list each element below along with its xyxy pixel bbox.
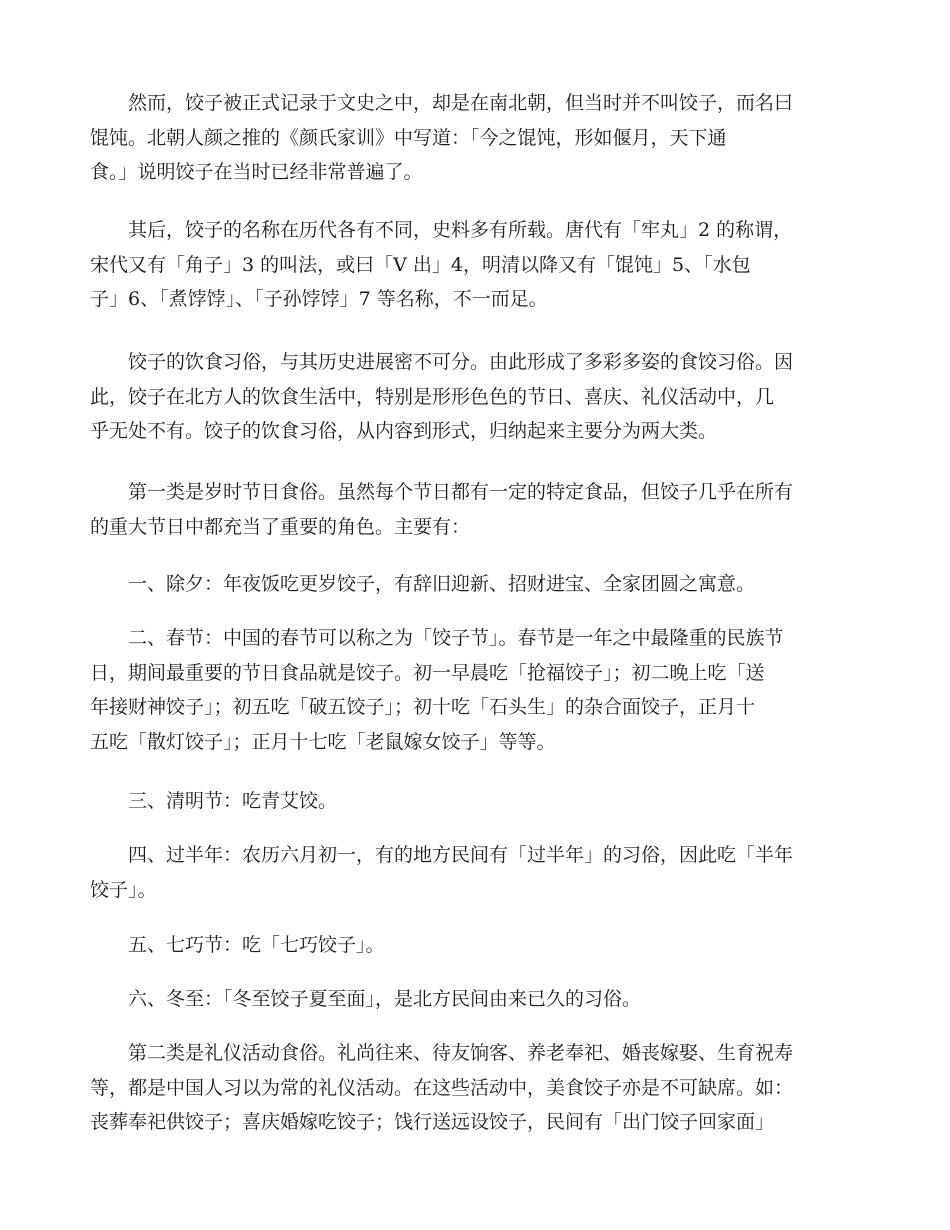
text-line: 第一类是岁时节日食俗。虽然每个节日都有一定的特定食品，但饺子几乎在所有 (128, 481, 794, 503)
text-line: 饺子」。 (90, 878, 157, 901)
paragraph-item-half-year (90, 838, 865, 907)
paragraph-item-qingming (90, 784, 865, 819)
text-line: 第二类是礼仪活动食俗。礼尚往来、待友饷客、养老奉祀、婚丧嫁娶、生育祝寿 (128, 1042, 794, 1064)
text-line: 的重大节日中都充当了重要的角色。主要有： (90, 515, 471, 538)
text-line: 一、除夕：年夜饭吃更岁饺子，有辞旧迎新、招财进宝、全家团圆之寓意。 (128, 573, 756, 595)
text-line: 此，饺子在北方人的饮食生活中，特别是形形色色的节日、喜庆、礼仪活动中，几 (90, 385, 775, 408)
text-line: 宋代又有「角子」3 的叫法，或曰「V 出」4，明清以降又有「馄饨」5、「水包 (90, 253, 751, 276)
paragraph-historical-names (90, 213, 865, 317)
paragraph-item-new-years-eve (90, 567, 865, 602)
paragraph-eating-customs (90, 345, 865, 449)
text-line: 子」6、「煮饽饽」、「子孙饽饽」7 等名称，不一而足。 (90, 288, 548, 310)
text-line: 二、春节：中国的春节可以称之为「饺子节」。春节是一年之中最隆重的民族节 (128, 627, 784, 649)
text-line: 等，都是中国人习以为常的礼仪活动。在这些活动中，美食饺子亦是不可缺席。如： (90, 1076, 794, 1099)
paragraph-festival-category (90, 475, 865, 544)
text-line: 丧葬奉祀供饺子；喜庆婚嫁吃饺子；饯行送远设饺子，民间有「出门饺子回家面」 (90, 1111, 775, 1133)
text-line: 六、冬至：「冬至饺子夏至面」，是北方民间由来已久的习俗。 (128, 988, 642, 1010)
text-line: 其后，饺子的名称在历代各有不同，史料多有所载。唐代有「牢丸」2 的称谓， (128, 219, 793, 241)
paragraph-item-qiqiao (90, 928, 865, 963)
text-line: 饺子的饮食习俗，与其历史进展密不可分。由此形成了多彩多姿的食饺习俗。因 (128, 351, 794, 373)
text-line: 五吃「散灯饺子」；正月十七吃「老鼠嫁女饺子」等等。 (90, 730, 556, 753)
paragraph-item-spring-festival (90, 621, 865, 759)
text-line: 食。」说明饺子在当时已经非常普遍了。 (90, 161, 423, 183)
paragraph-ritual-category (90, 1036, 865, 1140)
text-line: 四、过半年：农历六月初一，有的地方民间有「过半年」的习俗，因此吃「半年 (128, 844, 794, 866)
text-line: 五、七巧节：吃「七巧饺子」。 (128, 934, 385, 956)
text-line: 馄饨。北朝人颜之推的《颜氏家训》中写道：「今之馄饨，形如偃月，天下通 (90, 126, 727, 149)
text-line: 然而，饺子被正式记录于文史之中，却是在南北朝，但当时并不叫饺子，而名曰 (128, 92, 794, 114)
paragraph-nanbeichao-record (90, 86, 865, 190)
paragraph-item-winter-solstice (90, 982, 865, 1017)
text-line: 日，期间最重要的节日食品就是饺子。初一早晨吃「抢福饺子」；初二晚上吃「送 (90, 661, 765, 684)
text-line: 年接财神饺子」；初五吃「破五饺子」；初十吃「石头生」的杂合面饺子，正月十 (90, 696, 756, 718)
text-line: 三、清明节：吃青艾饺。 (128, 790, 338, 812)
text-line: 乎无处不有。饺子的饮食习俗，从内容到形式，归纳起来主要分为两大类。 (90, 420, 718, 442)
